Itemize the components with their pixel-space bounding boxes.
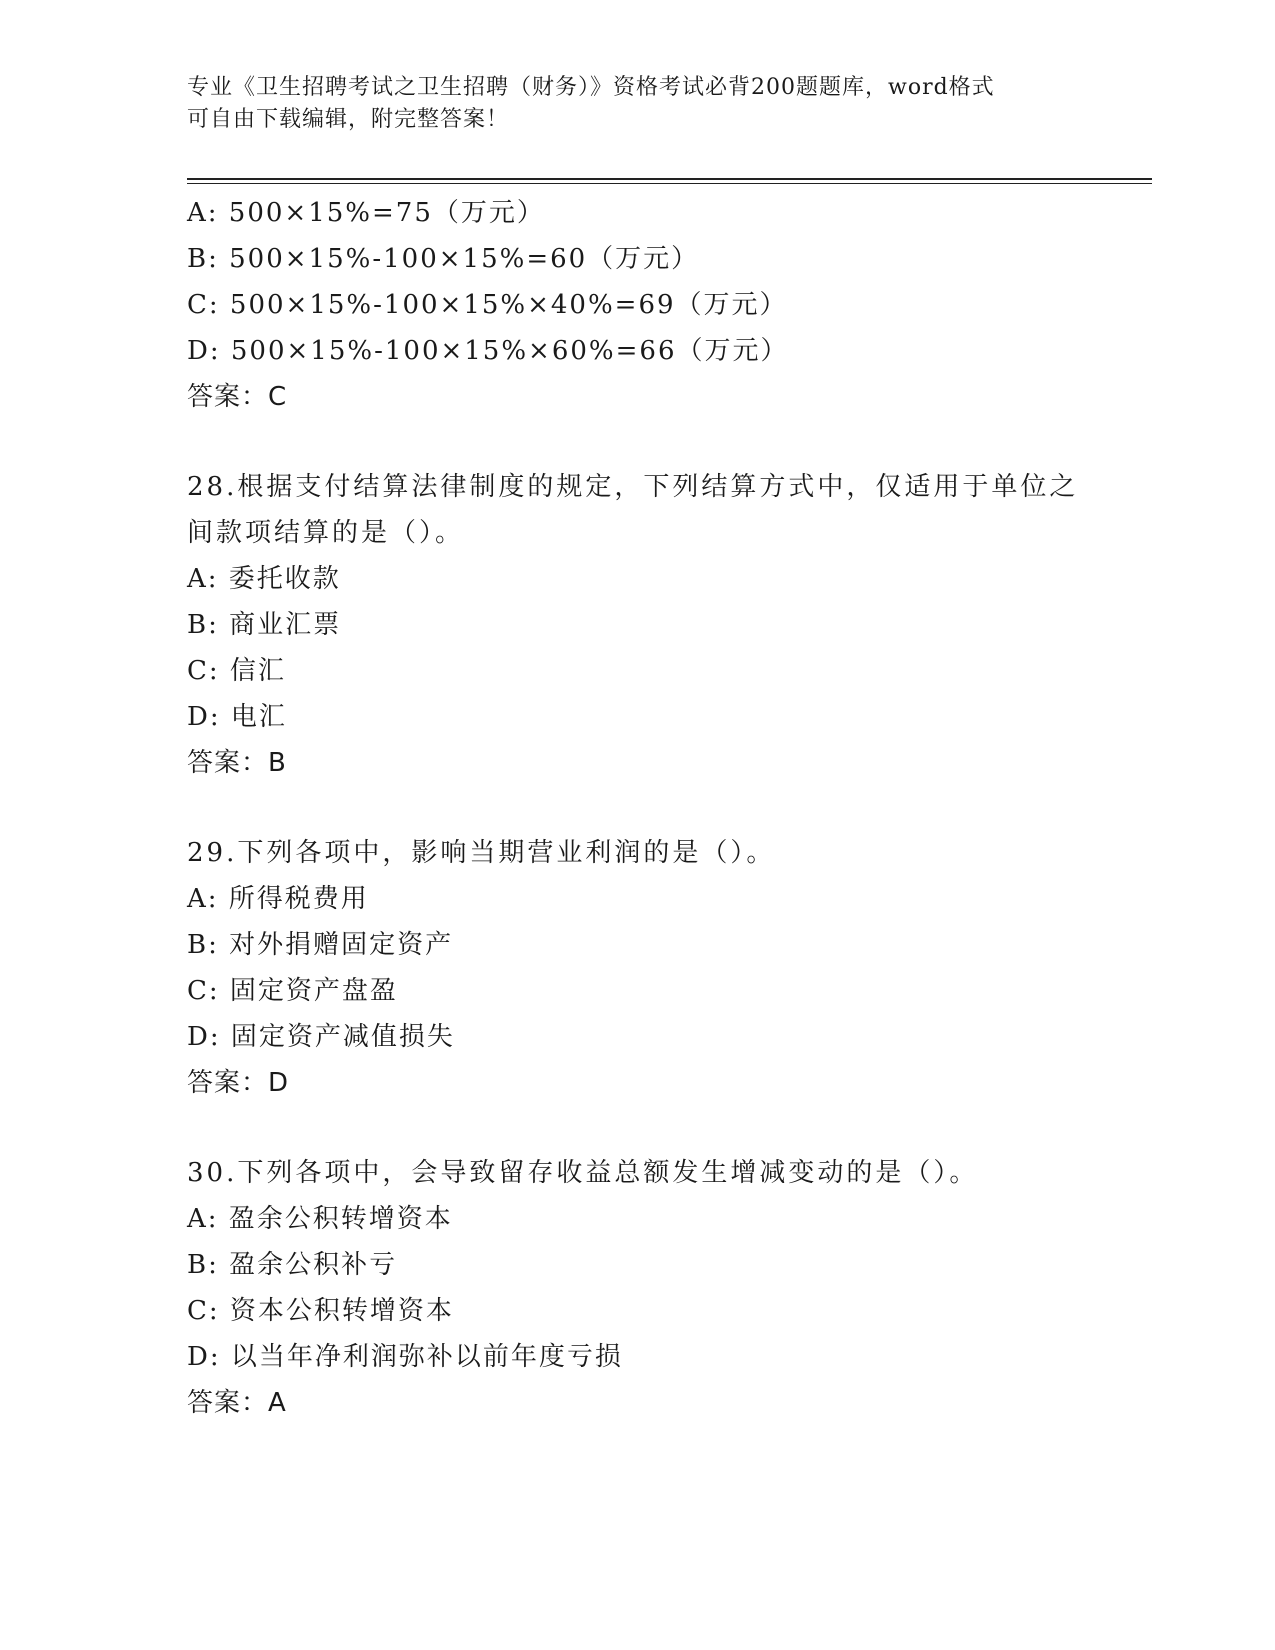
question-title-line-1: 28.根据支付结算法律制度的规定，下列结算方式中，仅适用于单位之 <box>187 472 1079 502</box>
option-d: D: 电汇 <box>187 702 287 732</box>
option-d: D: 固定资产减值损失 <box>187 1022 455 1052</box>
answer-line: 答案：C <box>187 382 288 412</box>
option-b: B: 商业汇票 <box>187 610 342 640</box>
answer-line: 答案：B <box>187 748 287 778</box>
question-29 <box>187 830 1087 1106</box>
option-b: B: 对外捐赠固定资产 <box>187 930 454 960</box>
question-27 <box>187 190 1087 420</box>
spacer <box>187 1106 1087 1150</box>
option-c: C: 资本公积转增资本 <box>187 1296 454 1326</box>
question-28 <box>187 464 1087 786</box>
option-b: B: 500×15%-100×15%=60（万元） <box>187 244 700 274</box>
question-title: 30.下列各项中，会导致留存收益总额发生增减变动的是（）。 <box>187 1158 979 1188</box>
question-title-line-2: 间款项结算的是（）。 <box>187 518 465 548</box>
option-c: C: 固定资产盘盈 <box>187 976 398 1006</box>
header-rule-thick <box>187 178 1152 180</box>
option-a: A: 委托收款 <box>187 564 341 594</box>
spacer <box>187 420 1087 464</box>
header-rule-thin <box>187 183 1152 184</box>
option-d: D: 500×15%-100×15%×60%=66（万元） <box>187 336 789 366</box>
spacer <box>187 786 1087 830</box>
question-30 <box>187 1150 1087 1426</box>
question-title: 29.下列各项中，影响当期营业利润的是（）。 <box>187 838 776 868</box>
option-c: C: 信汇 <box>187 656 286 686</box>
header-line-1: 专业《卫生招聘考试之卫生招聘（财务）》资格考试必背200题题库，word格式 <box>187 75 995 100</box>
answer-line: 答案：D <box>187 1068 290 1098</box>
document-header <box>187 72 1067 136</box>
option-d: D: 以当年净利润弥补以前年度亏损 <box>187 1342 623 1372</box>
answer-line: 答案：A <box>187 1388 287 1418</box>
option-a: A: 所得税费用 <box>187 884 369 914</box>
option-b: B: 盈余公积补亏 <box>187 1250 398 1280</box>
option-a: A: 盈余公积转增资本 <box>187 1204 453 1234</box>
question-list <box>187 190 1087 1426</box>
option-a: A: 500×15%=75（万元） <box>187 198 545 228</box>
option-c: C: 500×15%-100×15%×40%=69（万元） <box>187 290 788 320</box>
header-line-2: 可自由下载编辑，附完整答案！ <box>187 107 510 132</box>
